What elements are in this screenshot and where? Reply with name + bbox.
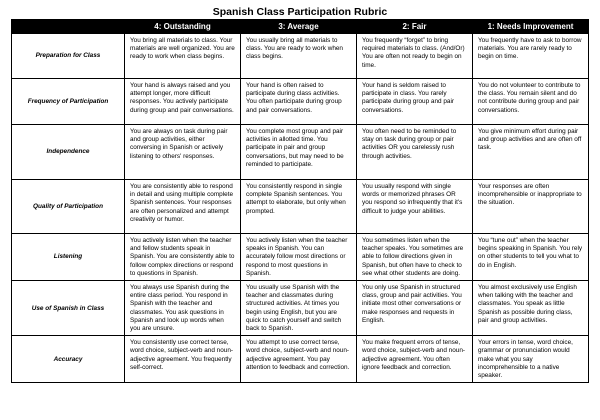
rubric-cell: You only use Spanish in structured class, group and pair activities. You initiate most other conversations or make responses and requests in English. <box>357 281 473 336</box>
rubric-cell: You almost exclusively use English when talking with the teacher and classmates. You speak as little Spanish as possible during class, pair and group activities. <box>473 281 589 336</box>
rubric-cell: You “tune out” when the teacher begins speaking in Spanish. You rely on other students to tell you what to do in English. <box>473 234 589 281</box>
rubric-cell: You often need to be reminded to stay on task during group or pair activities OR you carelessly rush through activities. <box>357 125 473 180</box>
header-needs-improvement: 1: Needs Improvement <box>473 20 589 34</box>
document-title: Spanish Class Participation Rubric <box>212 6 388 18</box>
rubric-cell: You sometimes listen when the teacher speaks. You sometimes are able to follow directions given in Spanish, but often have to check to see what other students are doing. <box>357 234 473 281</box>
rubric-cell: You actively listen when the teacher speaks in Spanish. You can accurately follow most directions or respond to most questions in Spanish. <box>241 234 357 281</box>
table-row <box>12 79 589 125</box>
rubric-cell: You always use Spanish during the entire class period. You respond in Spanish with the teacher and classmates. You ask questions in Spanish and look up words when you are unsure. <box>125 281 241 336</box>
rubric-cell: You consistently use correct tense, word choice, subject-verb and noun-adjective agreement. You frequently self-correct. <box>125 336 241 383</box>
table-row <box>12 180 589 234</box>
rubric-cell: You are consistently able to respond in detail and using multiple complete Spanish sentences. Your responses are often personalized and attempt creativity or humor. <box>125 180 241 234</box>
criterion-label: Independence <box>12 125 125 180</box>
rubric-cell: You consistently respond in single complete Spanish sentences. You attempt to elaborate, but only when prompted. <box>241 180 357 234</box>
rubric-cell: Your errors in tense, word choice, grammar or pronunciation would make what you say incomprehensible to a native speaker. <box>473 336 589 383</box>
rubric-cell: You usually bring all materials to class. You are ready to work when class begins. <box>241 34 357 79</box>
header-average: 3: Average <box>241 20 357 34</box>
rubric-cell: You are always on task during pair and group activities, either conversing in Spanish or actively listening to others' responses. <box>125 125 241 180</box>
rubric-cell: You frequently “forget” to bring required materials to class. (And/Or) You are often not ready to begin on time. <box>357 34 473 79</box>
header-corner <box>12 20 125 34</box>
rubric-cell: Your hand is seldom raised to participate in class. You rarely participate during group and pair conversations. <box>357 79 473 125</box>
rubric-cell: You complete most group and pair activities in allotted time. You participate in pair and group conversations, but may need to be reminded to participate. <box>241 125 357 180</box>
criterion-label: Quality of Participation <box>12 180 125 234</box>
table-row <box>12 234 589 281</box>
table-row <box>12 281 589 336</box>
header-fair: 2: Fair <box>357 20 473 34</box>
table-row <box>12 34 589 79</box>
rubric-table <box>11 19 589 383</box>
rubric-cell: You give minimum effort during pair and group activities and are often off task. <box>473 125 589 180</box>
header-row <box>12 20 589 34</box>
rubric-cell: You usually use Spanish with the teacher and classmates during structured activities. At times you begin using English, but you are quick to catch yourself and switch back to Spanish. <box>241 281 357 336</box>
rubric-cell: You usually respond with single words or memorized phrases OR you respond so infrequently that it's difficult to judge your abilities. <box>357 180 473 234</box>
rubric-cell: You bring all materials to class. Your materials are well organized. You are ready to work when class begins. <box>125 34 241 79</box>
header-outstanding: 4: Outstanding <box>125 20 241 34</box>
rubric-cell: You do not volunteer to contribute to the class. You remain silent and do not contribute during group and pair conversations. <box>473 79 589 125</box>
rubric-cell: You actively listen when the teacher and fellow students speak in Spanish. You are consistently able to follow complex directions or respond to questions in Spanish. <box>125 234 241 281</box>
rubric-cell: You attempt to use correct tense, word choice, subject-verb and noun-adjective agreement. You pay attention to feedback and correction. <box>241 336 357 383</box>
rubric-cell: Your hand is always raised and you attempt longer, more difficult responses. You actively participate during group and pair conversations. <box>125 79 241 125</box>
criterion-label: Listening <box>12 234 125 281</box>
table-row <box>12 125 589 180</box>
criterion-label: Use of Spanish in Class <box>12 281 125 336</box>
rubric-cell: You make frequent errors of tense, word choice, subject-verb and noun-adjective agreement. You often ignore feedback and correction. <box>357 336 473 383</box>
criterion-label: Frequency of Participation <box>12 79 125 125</box>
table-row <box>12 336 589 383</box>
criterion-label: Preparation for Class <box>12 34 125 79</box>
rubric-cell: You frequently have to ask to borrow materials. You are rarely ready to begin on time. <box>473 34 589 79</box>
rubric-cell: Your responses are often incomprehensible or inappropriate to the situation. <box>473 180 589 234</box>
rubric-cell: Your hand is often raised to participate during class activities. You often participate during group and pair conversations. <box>241 79 357 125</box>
criterion-label: Accuracy <box>12 336 125 383</box>
